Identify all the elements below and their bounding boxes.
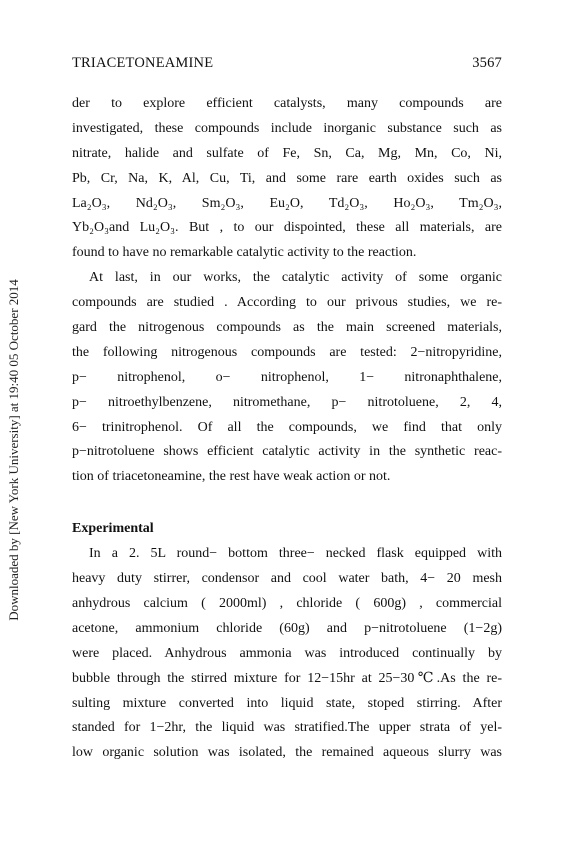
page-body [72,92,502,766]
text-line: p− nitrophenol, o− nitrophenol, 1− nitronaphthalene, [72,369,502,385]
running-title: TRIACETONEAMINE [72,55,214,71]
text-line: anhydrous calcium ( 2000ml) , chloride ( 600g) , commercial [72,596,502,612]
text-line: tion of triacetoneamine, the rest have weak action or not. [72,469,391,485]
text-line: 6− trinitrophenol. Of all the compounds, we find that only [72,419,502,435]
text-line: acetone, ammonium chloride (60g) and p−nitrotoluene (1−2g) [72,620,502,636]
text-line: At last, in our works, the catalytic activity of some organic [89,270,502,286]
text-line: investigated, these compounds include inorganic substance such as [72,120,502,136]
text-line: p− nitroethylbenzene, nitromethane, p− nitrotoluene, 2, 4, [72,394,502,410]
paragraph-organic-compounds [72,266,502,490]
text-line: the following nitrogenous compounds are tested: 2−nitropyridine, [72,344,502,360]
text-line: bubble through the stirred mixture for 12−15hr at 25−30℃.As the re- [72,670,502,686]
text-line: standed for 1−2hr, the liquid was stratified.The upper strata of yel- [72,720,502,736]
running-header [72,55,502,75]
section-spacer [72,490,502,516]
text-line: heavy duty stirrer, condensor and cool water bath, 4− 20 mesh [72,571,502,587]
text-line: gard the nitrogenous compounds as the main screened materials, [72,320,502,336]
text-line: Pb, Cr, Na, K, Al, Cu, Ti, and some rare earth oxides such as [72,170,502,186]
text-line: found to have no remarkable catalytic activity to the reaction. [72,245,417,261]
text-line: der to explore efficient catalysts, many compounds are [72,96,502,111]
text-line: low organic solution was isolated, the remained aqueous slurry was [72,745,502,761]
text-line: compounds are studied . According to our privous studies, we re- [72,295,502,311]
download-watermark [2,250,26,650]
section-heading: Experimental [72,521,154,537]
text-line: sulting mixture converted into liquid state, stoped stirring. After [72,695,502,711]
page-number: 3567 [472,55,502,71]
text-line: nitrate, halide and sulfate of Fe, Sn, Ca, Mg, Mn, Co, Ni, [72,145,502,161]
paragraph-catalysts [72,92,502,266]
paragraph-experimental [72,542,502,766]
text-line: Yb₂O₃and Lu₂O₃. But , to our dispointed, these all materials, are [72,220,502,236]
text-line: In a 2. 5L round− bottom three− necked flask equipped with [89,546,502,562]
text-line: were placed. Anhydrous ammonia was introduced continually by [72,645,502,661]
text-line: La₂O₃, Nd₂O₃, Sm₂O₃, Eu₂O, Td₂O₃, Ho₂O₃, Tm₂O₃, [72,195,502,211]
text-line: p−nitrotoluene shows efficient catalytic activity in the synthetic reac- [72,444,502,460]
download-watermark-text: Downloaded by [New York University] at 19:40 05 October 2014 [6,279,21,621]
